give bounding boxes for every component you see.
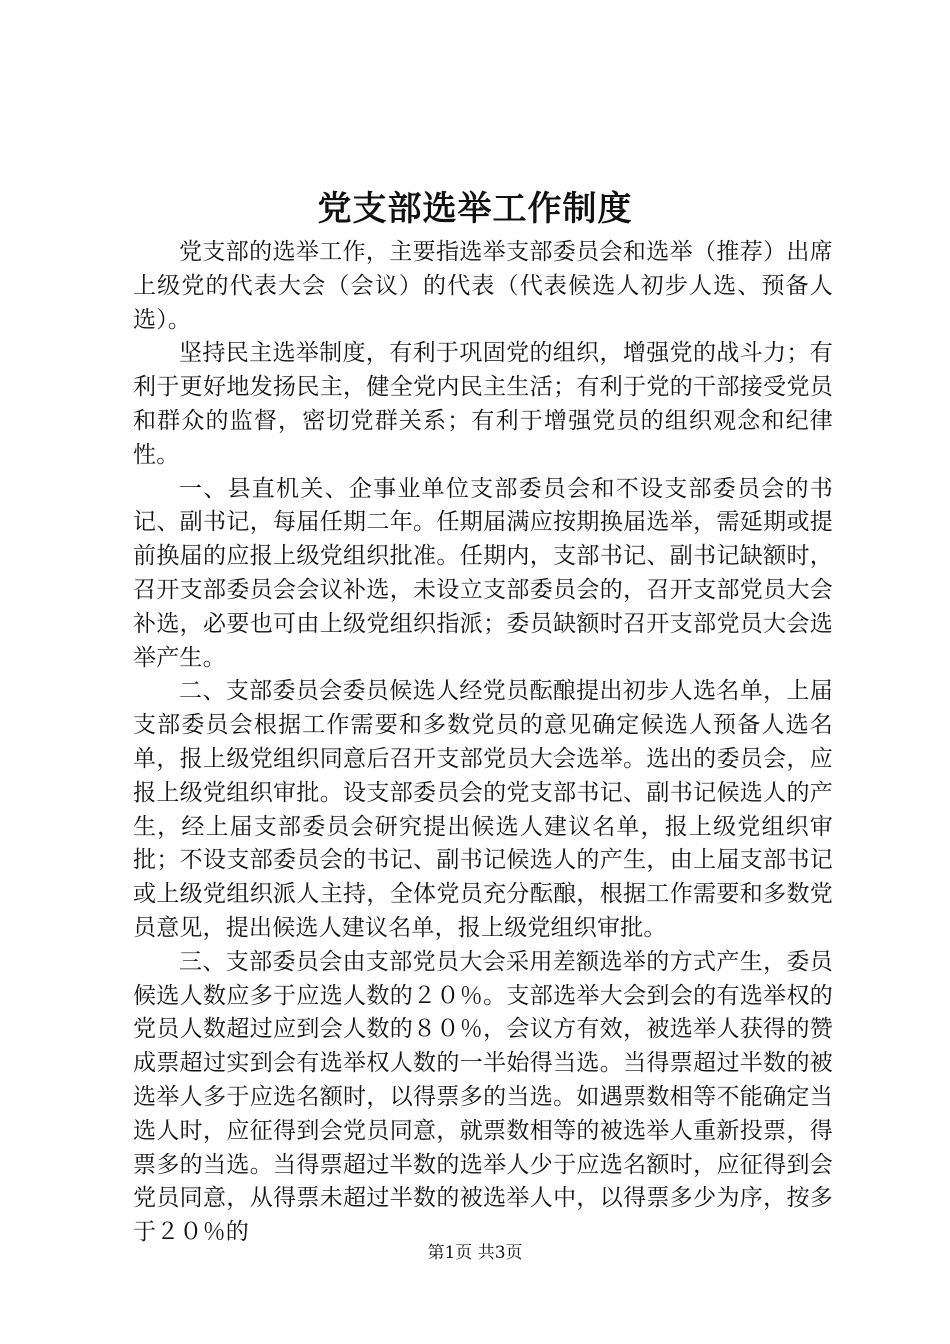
- paragraph-article-3: 三、支部委员会由支部党员大会采用差额选举的方式产生，委员候选人数应多于应选人数的２０％。支部选举大会到会的有选举权的党员人数超过应到会人数的８０％，会议方有效，被选举人获得的赞成票超过实到会有选举权人数的一半始得当选。当得票超过半数的被选举人多于应选名额时，以得票多的当选。如遇票数相等不能确定当选人时，应征得到会党员同意，就票数相等的被选举人重新投票，得票多的当选。当得票超过半数的选举人少于应选名额时，应征得到会党员同意，从得票未超过半数的被选举人中，以得票多少为序，按多于２０％的: [133, 948, 833, 1246]
- paragraph-article-2: 二、支部委员会委员候选人经党员酝酿提出初步人选名单，上届支部委员会根据工作需要和多数党员的意见确定候选人预备人选名单，报上级党组织同意后召开支部党员大会选举。选出的委员会，应报上级党组织审批。设支部委员会的党支部书记、副书记候选人的产生，经上届支部委员会研究提出候选人建议名单，报上级党组织审批；不设支部委员会的书记、副书记候选人的产生，由上届支部书记或上级党组织派人主持，全体党员充分酝酿，根据工作需要和多数党员意见，提出候选人建议名单，报上级党组织审批。: [133, 678, 833, 941]
- document-body: [133, 236, 833, 1250]
- paragraph-article-1: 一、县直机关、企事业单位支部委员会和不设支部委员会的书记、副书记，每届任期二年。任期届满应按期换届选举，需延期或提前换届的应报上级党组织批准。任期内，支部书记、副书记缺额时，召开支部委员会会议补选，未设立支部委员会的，召开支部党员大会补选，必要也可由上级党组织指派；委员缺额时召开支部党员大会选举产生。: [133, 475, 833, 671]
- paragraph-intro: 党支部的选举工作，主要指选举支部委员会和选举（推荐）出席上级党的代表大会（会议）的代表（代表候选人初步人选、预备人选）。: [133, 239, 833, 333]
- page-footer: 第1页 共3页: [427, 1243, 523, 1263]
- document-title: 党支部选举工作制度: [317, 189, 633, 229]
- paragraph-principle: 坚持民主选举制度，有利于巩固党的组织，增强党的战斗力；有利于更好地发扬民主，健全党内民主生活；有利于党的干部接受党员和群众的监督，密切党群关系；有利于增强党员的组织观念和纪律性。: [133, 340, 833, 468]
